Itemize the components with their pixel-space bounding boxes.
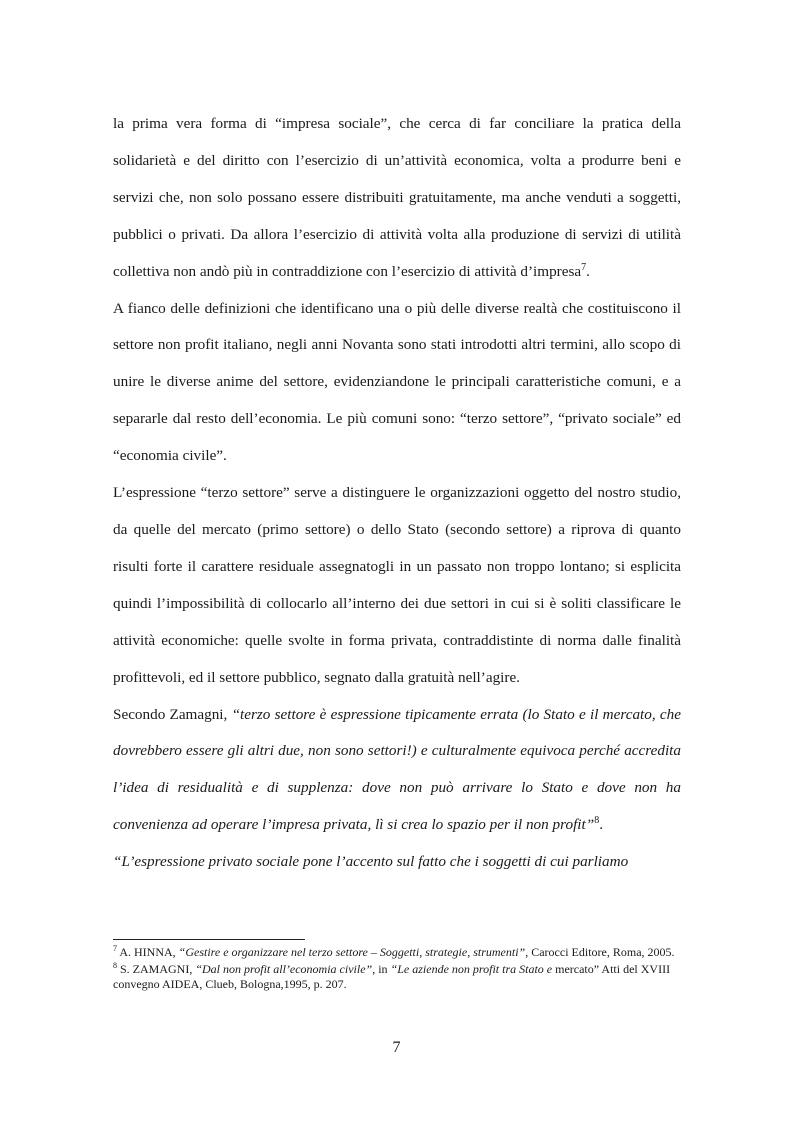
text-run: A fianco delle definizioni che identificano una o più delle diverse realtà che costituiscono il settore non profit italiano, negli anni Novanta sono stati introdotti altri termini, allo scopo di unire le diverse anime del settore, evidenziandone le principali caratteristiche comuni, e a separarle dal resto dell’economia. Le più comuni sono: “terzo settore”, “privato sociale” ed “economia civile”. xyxy=(113,299,681,465)
text-run: L’espressione “terzo settore” serve a distinguere le organizzazioni oggetto del nostro studio, da quelle del mercato (primo settore) o dello Stato (secondo settore) a riprova di quanto risulti forte il carattere residuale assegnatogli in un passato non troppo lontano; si esplicita quindi l’impossibilità di collocarlo all’interno dei due settori in cui si è soliti classificare le attività economiche: quelle svolte in forma privata, contraddistinte di norma dalle finalità profittevoli, ed il settore pubblico, segnato dalla gratuità nell’agire. xyxy=(113,484,681,686)
page-number: 7 xyxy=(392,1039,401,1056)
footnote-ref: 8 xyxy=(594,815,600,827)
footnote-separator xyxy=(113,939,305,940)
text-run: , Carocci Editore, Roma, 2005. xyxy=(525,945,675,959)
italic-text: “Le aziende non profit tra Stato e xyxy=(390,961,553,976)
text-run: mercato” Atti del XVIII convegno AIDEA, Clueb, Bologna,1995, p. 207. xyxy=(113,961,671,991)
text-run: la prima vera forma di “impresa sociale”, che cerca di far conciliare la pratica della solidarietà e del diritto con l’esercizio di un’attività economica, volta a produrre beni e servizi che, non solo possano essere distribuiti gratuitamente, ma anche venduti a soggetti, pubblici o privati. Da allora l’esercizio di attività volta alla produzione di servizi di utilità collettiva non andò più in contraddizione con l’esercizio di attività d’impresa xyxy=(113,115,681,280)
footnote-ref: 7 xyxy=(113,944,117,953)
paragraph xyxy=(113,697,681,845)
paragraph xyxy=(113,106,681,291)
text-run: S. ZAMAGNI, xyxy=(117,961,196,976)
text-run: , in xyxy=(372,961,391,976)
footnote-ref: 7 xyxy=(581,261,587,273)
text-run: Secondo Zamagni, xyxy=(113,705,232,723)
text-run: . xyxy=(599,816,603,834)
text-run: A. HINNA, xyxy=(117,945,179,959)
text-run: . xyxy=(586,262,590,280)
body-text xyxy=(113,106,681,881)
paragraph xyxy=(113,475,681,696)
italic-text: “Gestire e organizzare nel terzo settore – Soggetti, strategie, strumenti” xyxy=(178,945,526,959)
paragraph xyxy=(113,291,681,476)
paragraph xyxy=(113,844,681,881)
footnote-ref: 8 xyxy=(113,960,117,970)
footnote xyxy=(113,945,681,961)
footnotes xyxy=(113,945,681,994)
footnote xyxy=(113,962,681,993)
italic-text: “L’espressione privato sociale pone l’accento sul fatto che i soggetti di cui parliamo xyxy=(113,853,629,871)
italic-text: “Dal non profit all’economia civile” xyxy=(195,961,373,976)
italic-text: “terzo settore è espressione tipicamente errata (lo Stato e il mercato, che dovrebbero essere gli altri due, non sono settori!) e culturalmente equivoca perché accredita l’idea di residualità e di supplenza: dove non può arrivare lo Stato e dove non ha convenienza ad operare l’impresa privata, lì si crea lo spazio per il non profit” xyxy=(113,705,681,834)
